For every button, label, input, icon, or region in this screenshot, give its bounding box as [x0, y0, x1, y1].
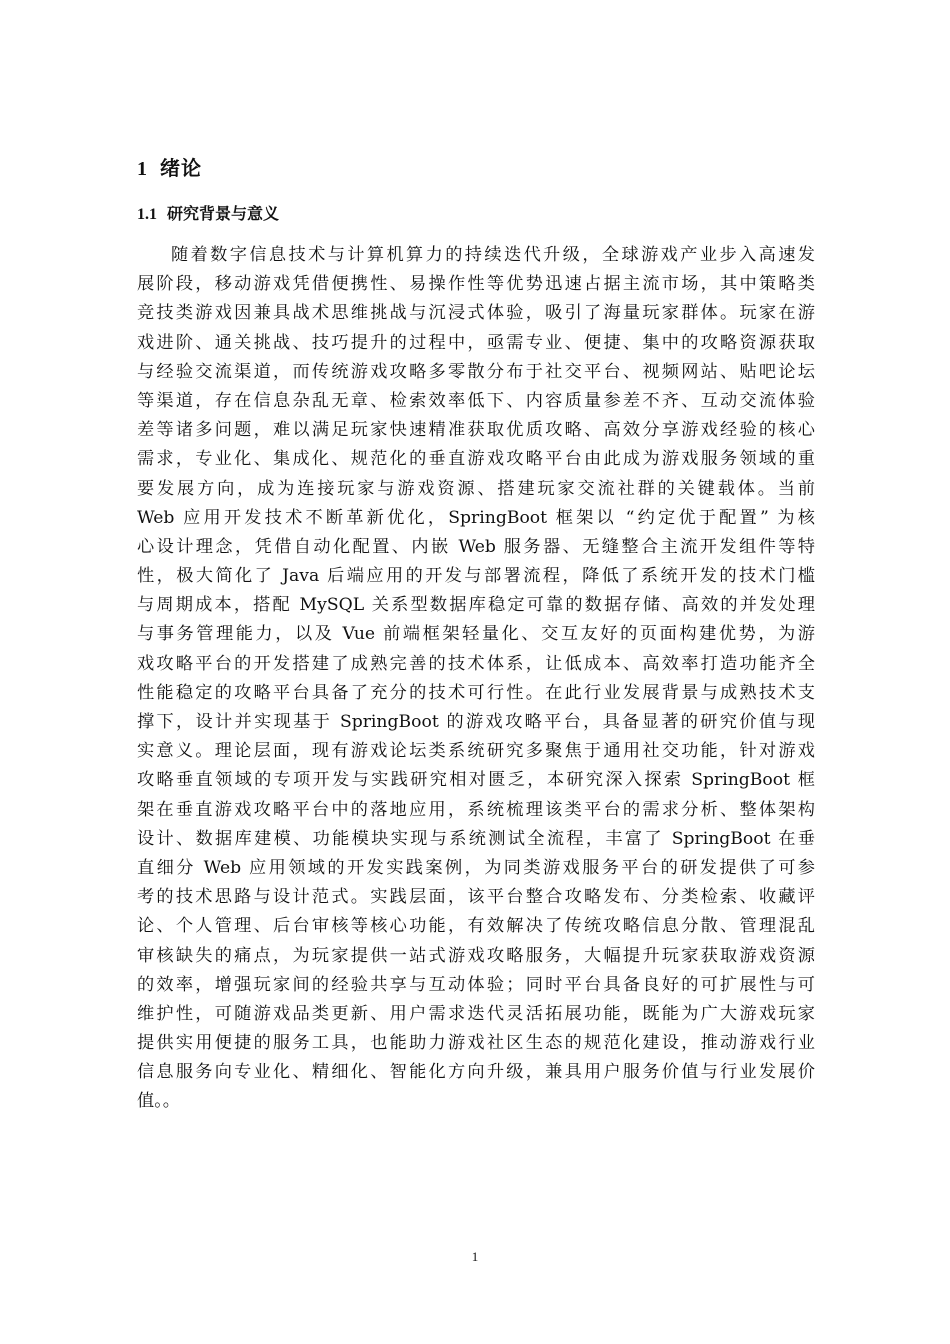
- paragraph-line: 考的技术思路与设计范式。实践层面，该平台整合攻略发布、分类检索、收藏评: [137, 887, 815, 908]
- paragraph-line: 心设计理念，凭借自动化配置、内嵌 Web 服务器、无缝整合主流开发组件等特: [137, 536, 815, 557]
- section-number: 1.1: [137, 206, 157, 223]
- paragraph-line: 等渠道，存在信息杂乱无章、检索效率低下、内容质量参差不齐、互动交流体验: [137, 390, 815, 411]
- paragraph-line: 维护性，可随游戏品类更新、用户需求迭代灵活拓展功能，既能为广大游戏玩家: [137, 1003, 815, 1024]
- paragraph-line: 随着数字信息技术与计算机算力的持续迭代升级，全球游戏产业步入高速发: [171, 245, 815, 265]
- paragraph-line: Web 应用开发技术不断革新优化，SpringBoot 框架以 “约定优于配置” 为核: [137, 507, 815, 528]
- paragraph-line: 要发展方向，成为连接玩家与游戏资源、搭建玩家交流社群的关键载体。当前: [137, 478, 815, 499]
- paragraph-line: 性能稳定的攻略平台具备了充分的技术可行性。在此行业发展背景与成熟技术支: [137, 682, 815, 703]
- paragraph-line: 架在垂直游戏攻略平台中的落地应用，系统梳理该类平台的需求分析、整体架构: [137, 799, 815, 820]
- paragraph-line: 差等诸多问题，难以满足玩家快速精准获取优质攻略、高效分享游戏经验的核心: [137, 420, 815, 441]
- paragraph-line: 与事务管理能力，以及 Vue 前端框架轻量化、交互友好的页面构建优势，为游: [137, 624, 815, 645]
- section-title: 研究背景与意义: [167, 204, 280, 223]
- chapter-heading: [137, 152, 202, 181]
- paragraph-line: 戏攻略平台的开发搭建了成熟完善的技术体系，让低成本、高效率打造功能齐全: [137, 653, 815, 674]
- paragraph-line: 与经验交流渠道，而传统游戏攻略多零散分布于社交平台、视频网站、贴吧论坛: [137, 361, 815, 382]
- paragraph-line: 展阶段，移动游戏凭借便携性、易操作性等优势迅速占据主流市场，其中策略类: [137, 274, 815, 295]
- section-heading: [137, 201, 279, 224]
- paragraph-line: 值。。: [137, 1091, 180, 1112]
- paragraph-line: 撑下，设计并实现基于 SpringBoot 的游戏攻略平台，具备显著的研究价值与现: [137, 712, 815, 732]
- chapter-number: 1: [137, 158, 148, 180]
- chapter-title: 绪论: [160, 156, 202, 180]
- body-paragraph: [137, 241, 815, 1117]
- paragraph-line: 提供实用便捷的服务工具，也能助力游戏社区生态的规范化建设，推动游戏行业: [137, 1033, 815, 1054]
- paragraph-line: 戏进阶、通关挑战、技巧提升的过程中，亟需专业、便捷、集中的攻略资源获取: [137, 332, 815, 353]
- paragraph-line: 实意义。理论层面，现有游戏论坛类系统研究多聚焦于通用社交功能，针对游戏: [137, 741, 815, 762]
- paragraph-line: 审核缺失的痛点，为玩家提供一站式游戏攻略服务，大幅提升玩家获取游戏资源: [137, 945, 815, 966]
- page-number: 1: [471, 1249, 479, 1264]
- paragraph-line: 竞技类游戏因兼具战术思维挑战与沉浸式体验，吸引了海量玩家群体。玩家在游: [137, 303, 815, 324]
- paragraph-line: 性，极大简化了 Java 后端应用的开发与部署流程，降低了系统开发的技术门槛: [137, 566, 815, 587]
- paragraph-line: 论、个人管理、后台审核等核心功能，有效解决了传统攻略信息分散、管理混乱: [137, 916, 815, 937]
- paragraph-line: 设计、数据库建模、功能模块实现与系统测试全流程，丰富了 SpringBoot 在垂: [137, 828, 815, 849]
- paragraph-line: 的效率，增强玩家间的经验共享与互动体验；同时平台具备良好的可扩展性与可: [137, 974, 815, 995]
- paragraph-line: 需求，专业化、集成化、规范化的垂直游戏攻略平台由此成为游戏服务领域的重: [137, 449, 815, 470]
- paragraph-line: 攻略垂直领域的专项开发与实践研究相对匮乏，本研究深入探索 SpringBoot 框: [137, 770, 815, 791]
- paragraph-line: 直细分 Web 应用领域的开发实践案例，为同类游戏服务平台的研发提供了可参: [137, 857, 815, 878]
- paragraph-line: 信息服务向专业化、精细化、智能化方向升级，兼具用户服务价值与行业发展价: [137, 1062, 815, 1083]
- paragraph-line: 与周期成本，搭配 MySQL 关系型数据库稳定可靠的数据存储、高效的并发处理: [137, 595, 815, 616]
